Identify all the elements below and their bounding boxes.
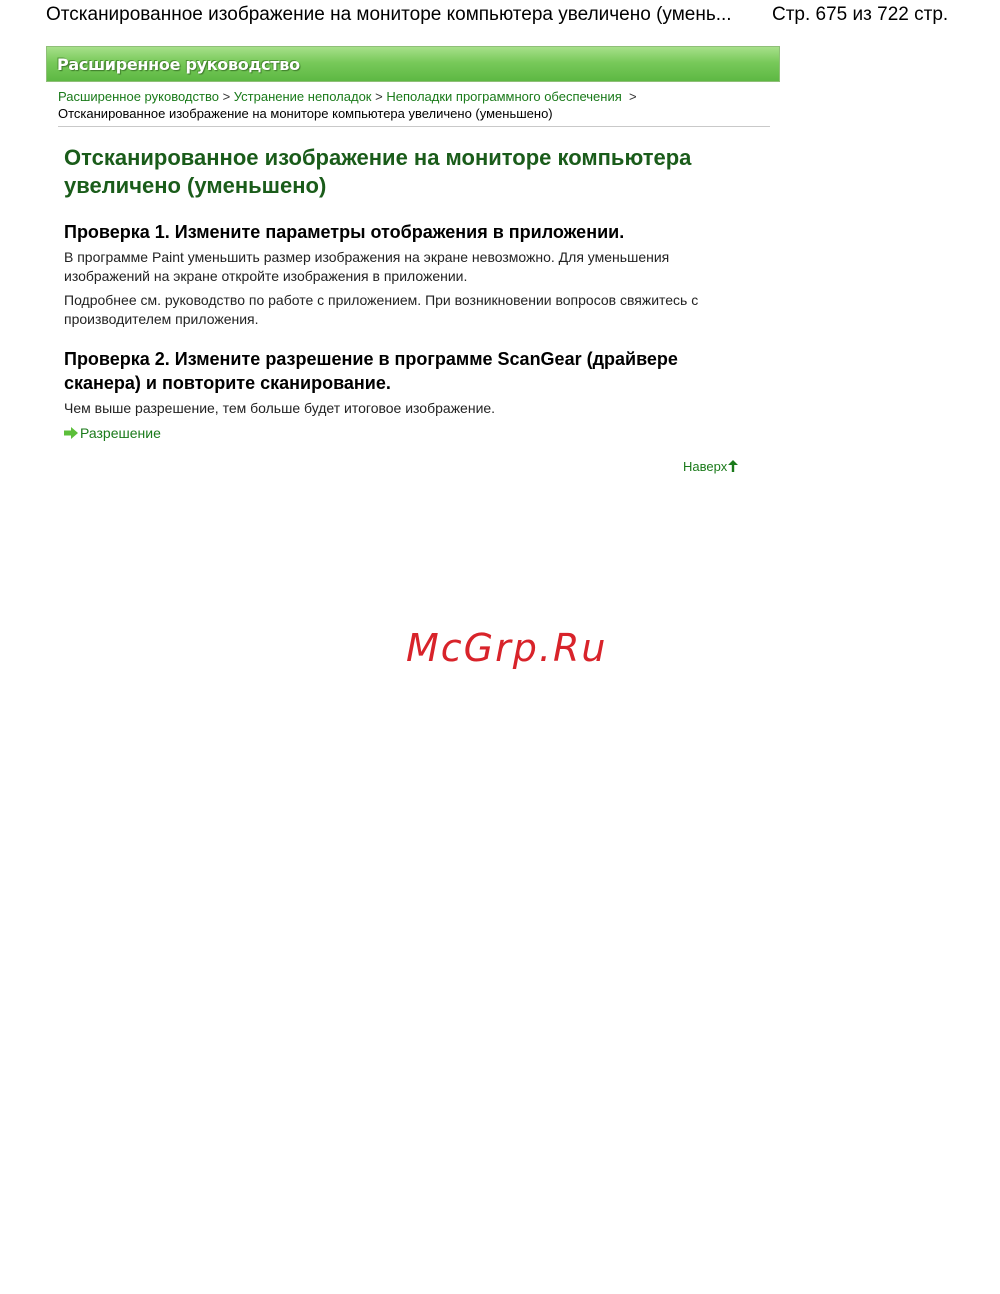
page-number-info: Стр. 675 из 722 стр. <box>772 4 949 25</box>
breadcrumb-link-troubleshooting[interactable]: Устранение неполадок <box>233 89 372 104</box>
breadcrumb <box>58 88 770 122</box>
check2-heading: Проверка 2. Измените разрешение в программе ScanGear (драйвере сканера) и повторите сканирование. <box>64 349 678 393</box>
up-arrow-icon <box>728 460 738 475</box>
check1-paragraph-2: Подробнее см. руководство по работе с приложением. При возникновении вопросов свяжитесь с производителем приложения. <box>64 292 699 327</box>
check2-paragraph: Чем выше разрешение, тем больше будет итоговое изображение. <box>64 400 496 416</box>
breadcrumb-divider <box>58 126 770 127</box>
guide-banner <box>46 46 780 82</box>
banner-label: Расширенное руководство <box>57 55 300 74</box>
resolution-link[interactable]: Разрешение <box>80 425 161 441</box>
breadcrumb-separator: > <box>222 89 231 104</box>
breadcrumb-link-software-problems[interactable]: Неполадки программного обеспечения <box>386 89 622 104</box>
watermark: McGrp.Ru <box>406 626 608 670</box>
back-to-top-link[interactable] <box>683 459 738 475</box>
back-to-top-label: Наверх <box>683 459 728 474</box>
breadcrumb-separator: > <box>629 89 637 104</box>
green-right-arrow-icon <box>64 425 78 444</box>
check1-heading: Проверка 1. Измените параметры отображения в приложении. <box>64 222 625 242</box>
page-title: Отсканированное изображение на мониторе компьютера увеличено (уменьшено) <box>64 145 692 198</box>
page-header-title: Отсканированное изображение на мониторе компьютера увеличено (умень... <box>46 4 732 25</box>
check1-paragraph-1: В программе Paint уменьшить размер изображения на экране невозможно. Для уменьшения изображений на экране откройте изображения в приложении. <box>64 249 670 284</box>
breadcrumb-current: Отсканированное изображение на мониторе компьютера увеличено (уменьшено) <box>58 106 553 121</box>
main-content <box>64 144 754 444</box>
breadcrumb-separator: > <box>375 89 383 104</box>
breadcrumb-link-advanced-guide[interactable]: Расширенное руководство <box>58 89 219 104</box>
resolution-link-row <box>64 424 754 444</box>
